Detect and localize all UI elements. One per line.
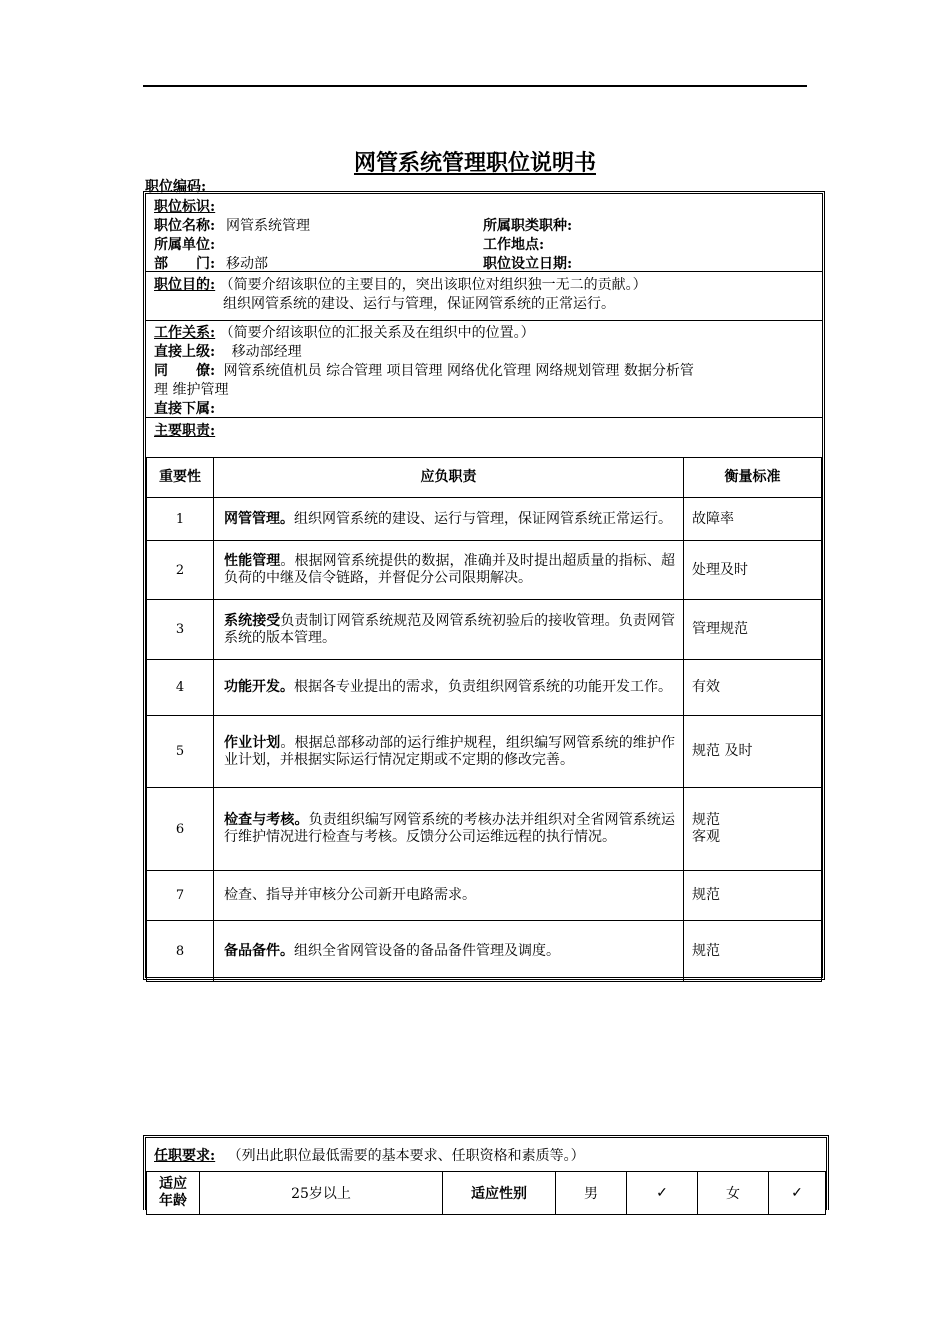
position-name-row (154, 217, 310, 235)
requirements-label: 任职要求: (154, 1148, 216, 1164)
table-row (147, 788, 822, 871)
duties-label: 主要职责: (154, 423, 216, 439)
gender-label: 适应性别 (443, 1172, 556, 1215)
subordinate-label: 直接下属: (154, 401, 216, 417)
table-row (147, 498, 822, 541)
row-number: 8 (147, 921, 214, 982)
duty-title: 系统接受 (224, 612, 281, 629)
gender-male: 男 (556, 1172, 627, 1215)
female-check-icon: ✓ (769, 1172, 826, 1215)
duty-cell (214, 788, 684, 871)
gender-female: 女 (698, 1172, 769, 1215)
duty-text: 检查、指导并审核分公司新开电路需求。 (224, 887, 476, 903)
age-value: 25岁以上 (200, 1172, 443, 1215)
row-number: 2 (147, 541, 214, 600)
row-number: 5 (147, 716, 214, 788)
document-title: 网管系统管理职位说明书 (353, 150, 596, 176)
superior-value: 移动部经理 (231, 344, 302, 360)
purpose-row (154, 276, 647, 294)
table-row (147, 660, 822, 716)
relations-row (154, 324, 535, 342)
position-name-value: 网管系统管理 (226, 218, 311, 234)
duty-text: 负责制订网管系统规范及网管系统初验后的接收管理。负责网管系统的版本管理。 (224, 612, 676, 646)
measure-cell: 故障率 (684, 498, 822, 541)
col-importance: 重要性 (147, 458, 214, 498)
row-number: 4 (147, 660, 214, 716)
position-description-box (143, 191, 825, 980)
measure-cell: 规范 客观 (684, 788, 822, 871)
identification-section (146, 194, 822, 272)
measure-cell: 规范 及时 (684, 716, 822, 788)
setup-date-label: 职位设立日期: (483, 256, 573, 272)
department-value: 移动部 (226, 256, 269, 272)
duty-cell (214, 921, 684, 982)
requirements-hint: （列出此职位最低需要的基本要求、任职资格和素质等。） (227, 1148, 585, 1164)
duty-cell (214, 541, 684, 600)
row-number: 6 (147, 788, 214, 871)
duties-header-section (146, 417, 822, 457)
duty-text: 根据各专业提出的需求，负责组织网管系统的功能开发工作。 (294, 679, 672, 695)
work-location-label: 工作地点: (483, 237, 545, 253)
identification-header: 职位标识: (154, 199, 216, 215)
duty-text: 。根据总部移动部的运行维护规程，组织编写网管系统的维护作业计划，并根据实际运行情况定期或不定期的修改完善。 (224, 734, 676, 768)
department-label: 部 门: (154, 256, 216, 272)
measure-cell: 管理规范 (684, 600, 822, 660)
age-label-cell (147, 1172, 200, 1215)
relations-label: 工作关系: (154, 325, 216, 341)
requirements-table (146, 1171, 826, 1215)
peers-label: 同 僚: (154, 363, 216, 379)
duty-title: 备品备件。 (224, 942, 294, 959)
requirements-row (154, 1147, 585, 1165)
col-responsibility: 应负职责 (214, 458, 684, 498)
department-row (154, 255, 268, 273)
purpose-hint: （简要介绍该职位的主要目的，突出该职位对组织独一无二的贡献。） (219, 277, 647, 293)
table-row (147, 921, 822, 982)
relations-hint: （简要介绍该职位的汇报关系及在组织中的位置。） (219, 325, 535, 341)
relations-section (146, 321, 822, 421)
table-row (147, 600, 822, 660)
duty-title: 检查与考核。 (224, 812, 309, 828)
duty-title: 网管管理。 (224, 510, 294, 527)
duty-text: 组织网管系统的建设、运行与管理，保证网管系统正常运行。 (294, 510, 672, 527)
row-number: 3 (147, 600, 214, 660)
peers-line-2: 理 维护管理 (154, 382, 229, 398)
duty-cell (214, 600, 684, 660)
col-measure: 衡量标准 (684, 458, 822, 498)
position-code-label: 职位编码: (145, 179, 207, 195)
purpose-section (146, 272, 822, 321)
unit-label: 所属单位: (154, 237, 216, 253)
peers-line-1: 网管系统值机员 综合管理 项目管理 网络优化管理 网络规划管理 数据分析管 (223, 363, 694, 379)
row-number: 7 (147, 871, 214, 921)
male-check-icon: ✓ (627, 1172, 698, 1215)
duties-table-header (147, 458, 822, 498)
measure-cell: 规范 (684, 921, 822, 982)
purpose-label: 职位目的: (154, 277, 216, 293)
requirements-row-age-gender (147, 1172, 826, 1215)
duty-text: 。根据网管系统提供的数据，准确并及时提出超质量的指标、超负荷的中继及信令链路，并督促分公司限期解决。 (224, 553, 676, 586)
measure-cell: 有效 (684, 660, 822, 716)
table-row (147, 871, 822, 921)
duty-cell (214, 498, 684, 541)
purpose-text: 组织网管系统的建设、运行与管理，保证网管系统的正常运行。 (223, 296, 615, 312)
requirements-box (143, 1135, 829, 1210)
duty-title: 性能管理 (224, 553, 281, 569)
age-label-line-1: 适应 (159, 1176, 187, 1192)
duty-cell (214, 660, 684, 716)
measure-cell: 规范 (684, 871, 822, 921)
duties-table (146, 457, 822, 982)
duty-text: 组织全省网管设备的备品备件管理及调度。 (294, 942, 560, 959)
table-row (147, 541, 822, 600)
duty-cell (214, 716, 684, 788)
job-category-label: 所属职类职种: (483, 218, 573, 234)
superior-label: 直接上级: (154, 344, 216, 360)
position-name-label: 职位名称: (154, 218, 216, 234)
row-number: 1 (147, 498, 214, 541)
header-rule (143, 85, 807, 87)
duty-title: 功能开发。 (224, 679, 294, 695)
age-label-line-2: 年龄 (159, 1193, 187, 1209)
measure-cell: 处理及时 (684, 541, 822, 600)
duty-cell (214, 871, 684, 921)
duty-text: 负责组织编写网管系统的考核办法并组织对全省网管系统运行维护情况进行检查与考核。反馈分公司运维远程的执行情况。 (224, 812, 676, 845)
peers-row (154, 362, 694, 380)
superior-row (154, 343, 302, 361)
table-row (147, 716, 822, 788)
duty-title: 作业计划 (224, 734, 281, 751)
